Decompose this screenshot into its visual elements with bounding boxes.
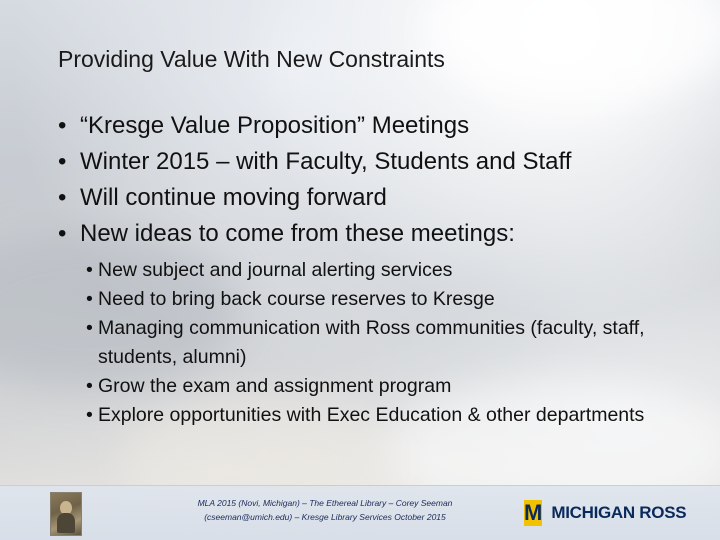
michigan-ross-logo [524, 498, 687, 528]
sub-bullet-item [86, 314, 686, 372]
sub-bullet-item [86, 401, 686, 430]
sub-bullet-text: Explore opportunities with Exec Education & other departments [98, 404, 645, 426]
bullet-text: New ideas to come from these meetings: [80, 220, 515, 247]
sub-bullet-text: Grow the exam and assignment program [98, 375, 452, 397]
sub-bullet-item [86, 372, 686, 401]
bullet-item [58, 216, 571, 252]
bullet-item [58, 180, 571, 216]
bullet-text: Will continue moving forward [80, 184, 387, 211]
bullet-dot: • [86, 375, 93, 397]
author-photo-thumbnail [50, 492, 82, 536]
bullet-dot: • [58, 220, 67, 247]
block-m-icon [524, 500, 542, 526]
bullet-item [58, 144, 571, 180]
footer-citation [160, 496, 490, 524]
bullet-item [58, 108, 571, 144]
bullet-text: “Kresge Value Proposition” Meetings [80, 112, 470, 139]
bullet-dot: • [86, 259, 93, 281]
bullet-dot: • [86, 317, 93, 339]
sub-bullet-item [86, 285, 686, 314]
sub-bullet-text: Need to bring back course reserves to Kresge [98, 288, 495, 310]
logo-wordmark: MICHIGAN ROSS [551, 503, 687, 522]
bullet-dot: • [58, 112, 67, 139]
photo-figure-body [57, 513, 75, 533]
footer-line-1: MLA 2015 (Novi, Michigan) – The Ethereal Library – Corey Seeman [197, 498, 453, 508]
sub-bullet-item [86, 256, 686, 285]
sub-bullet-text: Managing communication with Ross communities (faculty, staff, students, alumni) [98, 317, 645, 368]
slide-title: Providing Value With New Constraints [58, 46, 445, 72]
bullet-dot: • [86, 288, 93, 310]
sub-bullet-list [86, 256, 686, 430]
cloud-highlight [420, 0, 720, 100]
block-m-letter: M [524, 500, 543, 525]
main-bullet-list [58, 108, 571, 252]
bullet-dot: • [86, 404, 93, 426]
bullet-dot: • [58, 148, 67, 175]
sub-bullet-text: New subject and journal alerting services [98, 259, 453, 281]
bullet-text: Winter 2015 – with Faculty, Students and Staff [80, 148, 572, 175]
bullet-dot: • [58, 184, 67, 211]
footer-line-2: (cseeman@umich.edu) – Kresge Library Services October 2015 [204, 512, 446, 522]
